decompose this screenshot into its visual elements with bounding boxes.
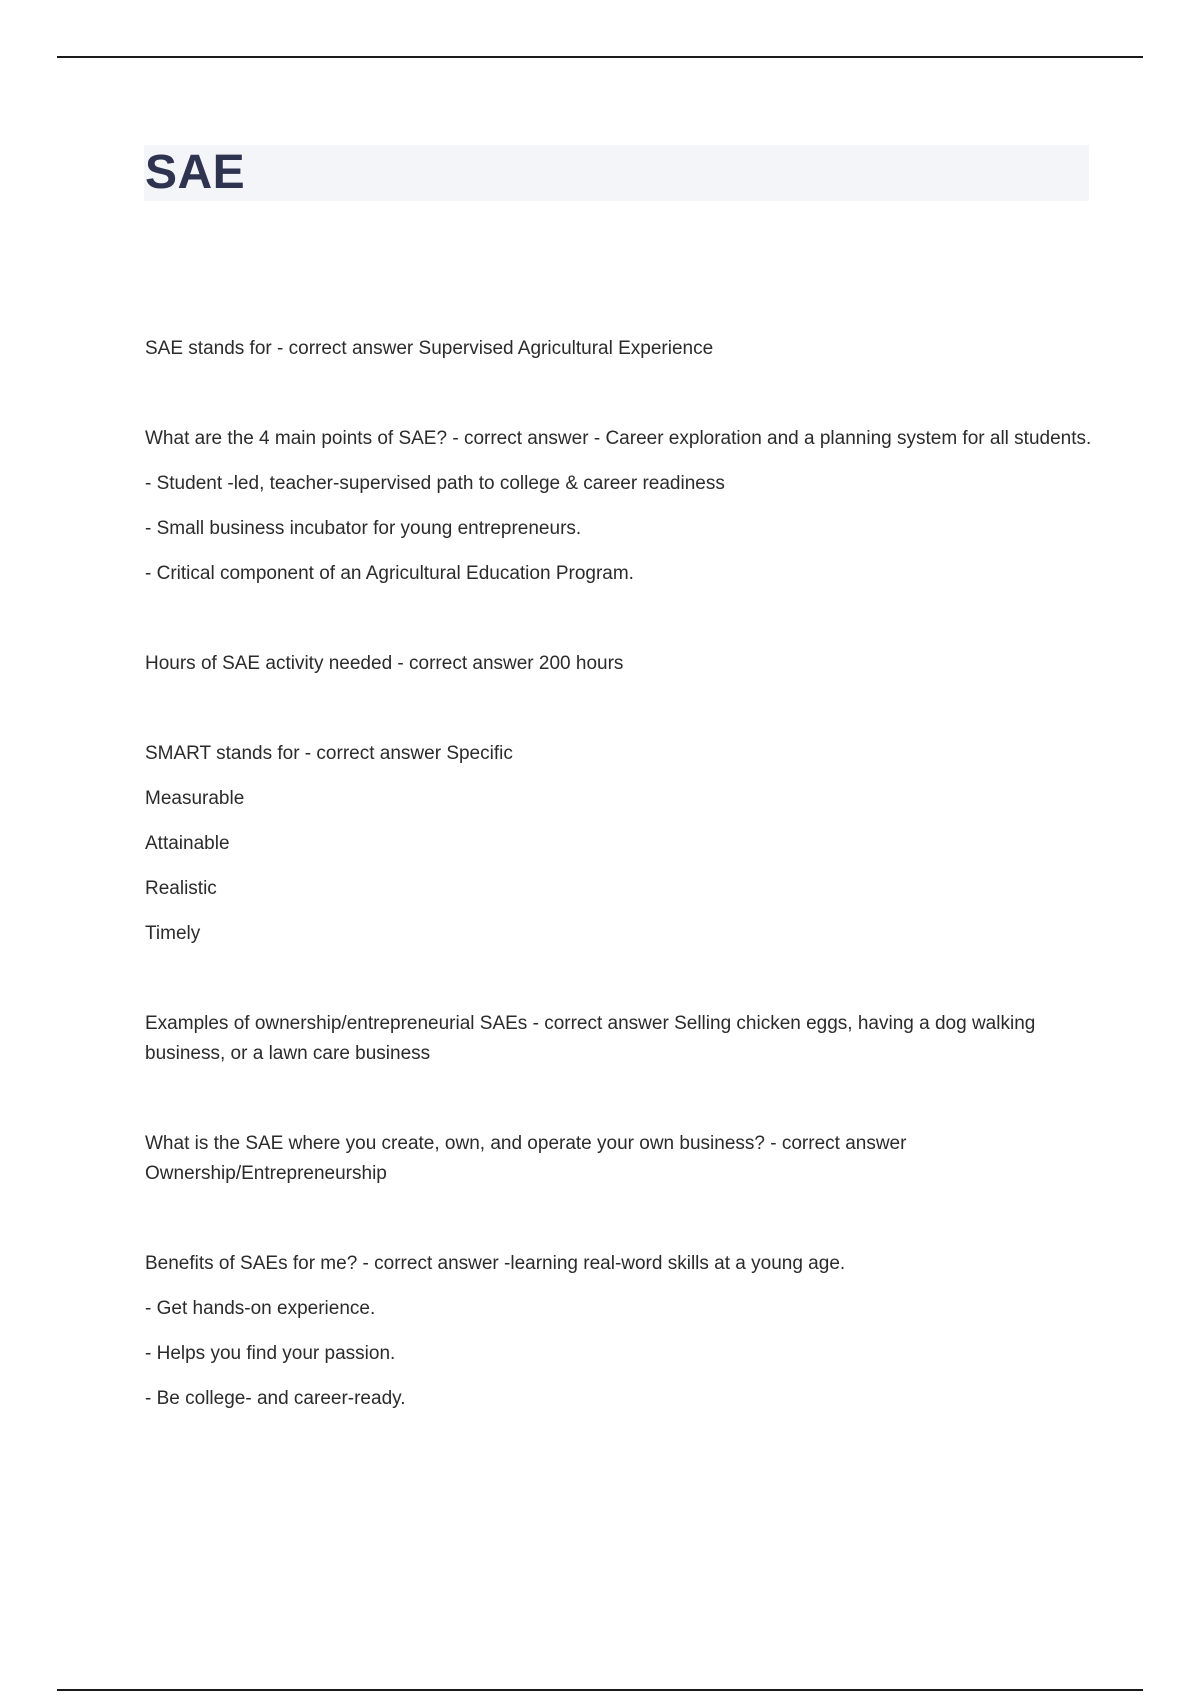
answer-prefix: correct answer — [316, 743, 442, 764]
answer-text: Selling chicken eggs, having a dog walking business, or a lawn care business — [145, 1013, 1036, 1064]
question-text: What are the 4 main points of SAE? — [145, 428, 448, 449]
question-text: What is the SAE where you create, own, and operate your own business? — [145, 1133, 765, 1154]
question-text: SAE stands for — [145, 338, 272, 359]
question-text: Examples of ownership/entrepreneurial SAEs — [145, 1013, 528, 1034]
qa-item — [145, 1249, 1095, 1414]
answer-text: - Career exploration and a planning system for all students. — [593, 428, 1092, 449]
answer-text: Specific — [446, 743, 513, 764]
question-text: SMART stands for — [145, 743, 300, 764]
answer-prefix: correct answer — [288, 338, 414, 359]
top-rule — [57, 56, 1143, 58]
answer-prefix: correct answer — [544, 1013, 669, 1034]
question-text: Benefits of SAEs for me? — [145, 1253, 358, 1274]
qa-question-line: SAE stands for - correct answer Supervised Agricultural Experience — [145, 338, 714, 359]
answer-continuation-line: - Small business incubator for young entrepreneurs. — [145, 518, 582, 539]
qa-item — [145, 424, 1095, 589]
title-band — [144, 145, 1089, 201]
qa-question-line: What is the SAE where you create, own, and operate your own business? - correct answer Ownership/Entrepreneurship — [145, 1133, 907, 1184]
answer-text: 200 hours — [538, 653, 624, 674]
qa-question-line: SMART stands for - correct answer Specific — [145, 743, 513, 764]
qa-item — [145, 739, 1095, 949]
answer-prefix: correct answer — [781, 1133, 907, 1154]
answer-continuation-line: - Critical component of an Agricultural Education Program. — [145, 563, 634, 584]
answer-continuation-line: - Be college- and career-ready. — [145, 1388, 406, 1409]
qa-list — [145, 334, 1095, 1474]
answer-continuation-line: Realistic — [145, 878, 217, 899]
qa-question-line: Examples of ownership/entrepreneurial SAEs - correct answer Selling chicken eggs, having a dog walking business, or a lawn care business — [145, 1013, 1036, 1064]
answer-continuation-line: - Helps you find your passion. — [145, 1343, 396, 1364]
answer-text: -learning real-word skills at a young age. — [504, 1253, 846, 1274]
answer-continuation-line: Attainable — [145, 833, 230, 854]
qa-item — [145, 1009, 1095, 1069]
document-title: SAE — [145, 146, 246, 199]
qa-item — [145, 649, 1095, 679]
answer-continuation-line: Measurable — [145, 788, 245, 809]
qa-question-line: What are the 4 main points of SAE? - correct answer - Career exploration and a planning system for all students. — [145, 428, 1092, 449]
question-text: Hours of SAE activity needed — [145, 653, 393, 674]
answer-prefix: correct answer — [374, 1253, 499, 1274]
qa-item — [145, 334, 1095, 364]
qa-question-line: Benefits of SAEs for me? - correct answer -learning real-word skills at a young age. — [145, 1253, 846, 1274]
answer-continuation-line: Timely — [145, 923, 201, 944]
answer-continuation-line: - Student -led, teacher-supervised path to college & career readiness — [145, 473, 725, 494]
qa-question-line: Hours of SAE activity needed - correct answer 200 hours — [145, 653, 624, 674]
answer-continuation-line: - Get hands-on experience. — [145, 1298, 376, 1319]
qa-item — [145, 1129, 1095, 1189]
answer-prefix: correct answer — [409, 653, 534, 674]
answer-prefix: correct answer — [463, 428, 589, 449]
answer-text: Ownership/Entrepreneurship — [145, 1163, 387, 1184]
bottom-rule — [57, 1689, 1143, 1691]
answer-text: Supervised Agricultural Experience — [418, 338, 714, 359]
